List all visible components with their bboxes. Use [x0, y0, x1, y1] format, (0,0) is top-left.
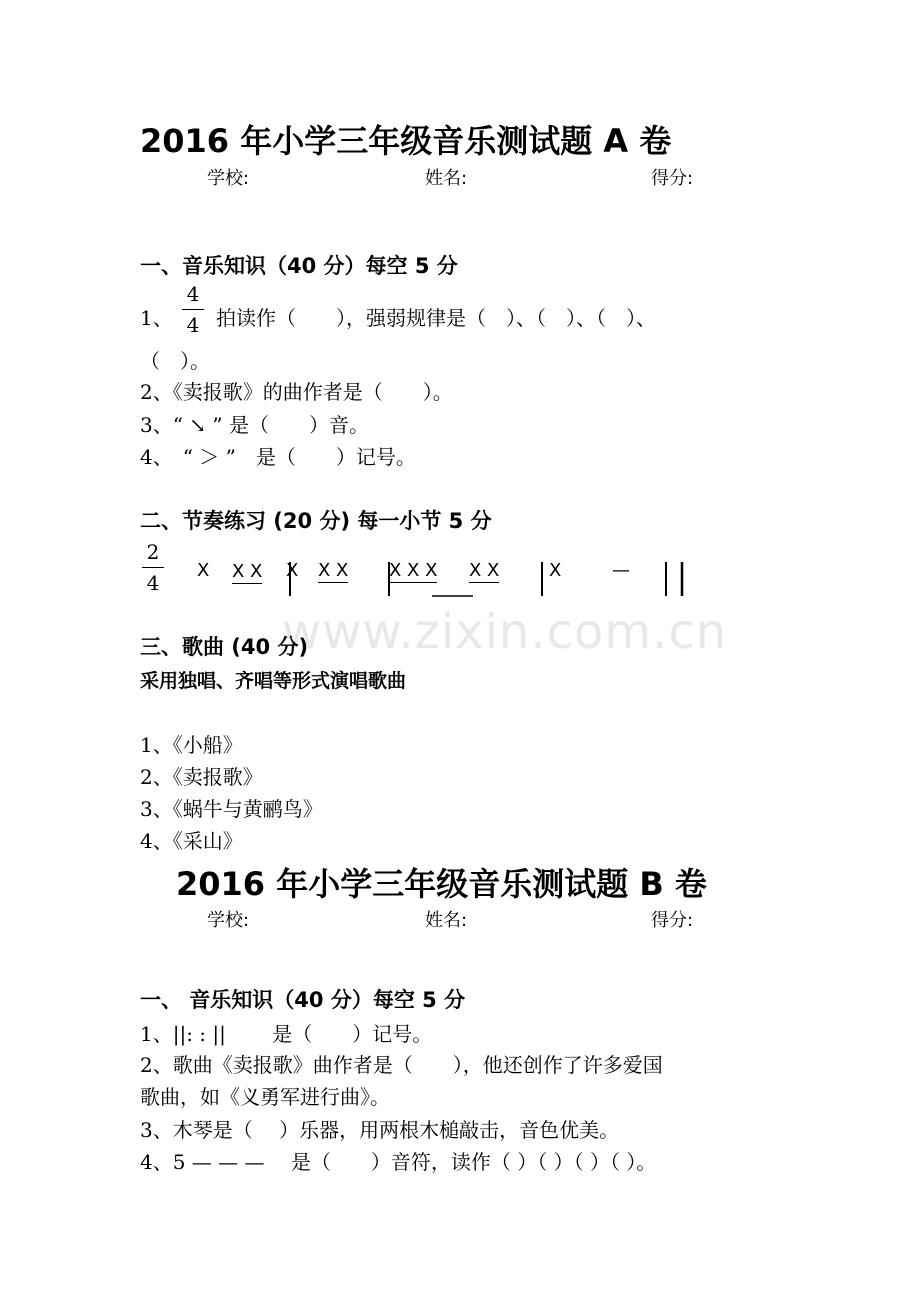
song-list-item: 1、《小船》: [140, 733, 243, 757]
b-q4-text: 4、5 — — — 是（ ）音符，读作（ ）（ ）（ ）（ ）。: [140, 1150, 657, 1174]
paper-a-section2-heading: 二、节奏练习 (20 分) 每一小节 5 分: [140, 509, 492, 533]
q1-number: 1、: [140, 306, 173, 330]
paper-a-school-label: 学校:: [207, 168, 250, 189]
paper-a-score-label: 得分:: [651, 168, 694, 189]
time-signature-top: 4: [186, 282, 200, 306]
paper-a-section1-heading: 一、音乐知识（40 分）每空 5 分: [140, 254, 458, 278]
song-list-item: 4、《采山》: [140, 829, 243, 853]
time-signature-bottom: 4: [146, 571, 160, 595]
q1-text-continued: （ ）。: [140, 349, 210, 373]
q2-text: 2、《卖报歌》的曲作者是（ ）。: [140, 380, 453, 404]
rhythm-note-pair: X X: [232, 561, 263, 582]
paper-a-name-label: 姓名:: [425, 168, 468, 189]
b-q2-text: 2、歌曲《卖报歌》曲作者是（ ），他还创作了许多爱国: [140, 1053, 663, 1077]
paper-a-section3-heading: 三、歌曲 (40 分): [140, 635, 309, 659]
time-signature-top: 2: [146, 540, 160, 564]
rhythm-dash: —: [612, 560, 630, 581]
rhythm-note-pair: X X: [318, 560, 349, 581]
rhythm-note-pair: X X: [469, 560, 500, 581]
rhythm-note-triplet: X X X: [389, 560, 438, 581]
time-signature-bottom: 4: [186, 313, 200, 337]
paper-a-section3-subheading: 采用独唱、齐唱等形式演唱歌曲: [140, 670, 407, 692]
song-list-item: 2、《卖报歌》: [140, 765, 263, 789]
q1-text: 拍读作（ ），强弱规律是（ ）、（ ）、（ ）、: [216, 306, 656, 330]
q3-text: 3、“ ↘ ” 是（ ）音。: [140, 413, 370, 437]
watermark: www.zixin.com.cn: [282, 604, 728, 660]
paper-b-section1-heading: 一、 音乐知识（40 分）每空 5 分: [140, 988, 466, 1012]
b-q3-text: 3、木琴是（ ）乐器，用两根木槌敲击，音色优美。: [140, 1118, 620, 1142]
paper-b-score-label: 得分:: [651, 910, 694, 931]
b-q2-text-continued: 歌曲，如《义勇军进行曲》。: [140, 1085, 390, 1109]
q4-text: 4、 “ ＞ ” 是（ ）记号。: [140, 445, 416, 469]
b-q1-text: 1、||: : || 是（ ）记号。: [140, 1022, 433, 1046]
rhythm-note: X: [197, 560, 210, 581]
song-list-item: 3、《蜗牛与黄鹂鸟》: [140, 797, 323, 821]
paper-b-school-label: 学校:: [207, 910, 250, 931]
paper-b-name-label: 姓名:: [425, 910, 468, 931]
rhythm-note: X: [286, 560, 299, 581]
rhythm-note: X: [549, 560, 562, 581]
paper-a-title: 2016 年小学三年级音乐测试题 A 卷: [140, 122, 672, 160]
paper-b-title: 2016 年小学三年级音乐测试题 B 卷: [176, 865, 707, 903]
